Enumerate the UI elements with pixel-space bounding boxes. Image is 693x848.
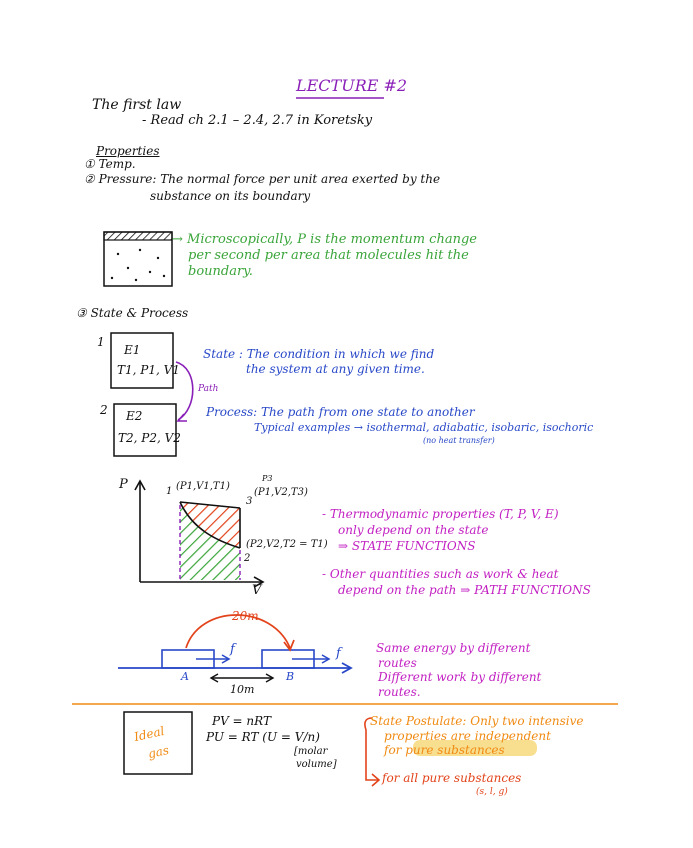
- work-note-1: Same energy by different: [376, 641, 531, 655]
- box2-energy: E2: [126, 409, 143, 423]
- microscopic-note-1: → Microscopically, P is the momentum change: [172, 232, 477, 247]
- page-title: LECTURE #2: [296, 76, 408, 95]
- box1-number: 1: [97, 335, 105, 349]
- route-length-top: 20m: [232, 609, 259, 623]
- point-1-label: (P1,V1,T1): [176, 481, 230, 492]
- molar-volume-note-1: [molar: [294, 746, 328, 757]
- v-axis-label: V: [252, 583, 262, 598]
- state-functions-3: ⇒ STATE FUNCTIONS: [338, 539, 476, 553]
- point-2-label: (P2,V2,T2 = T1): [246, 539, 328, 550]
- first-law-heading: The first law: [92, 97, 182, 113]
- process-definition-1: Process: The path from one state to another: [206, 405, 475, 419]
- state-postulate-3: for pure substances: [384, 743, 505, 757]
- microscopic-note-3: boundary.: [188, 264, 253, 279]
- phases-note: (s, l, g): [476, 787, 508, 797]
- molar-volume-note-2: volume]: [296, 759, 337, 770]
- path-functions-2: depend on the path ⇒ PATH FUNCTIONS: [338, 583, 591, 597]
- ideal-gas-equation-1: PV = nRT: [212, 714, 271, 728]
- point-2-marker: 2: [244, 553, 251, 564]
- force-label-a: f: [230, 642, 235, 657]
- pressure-item: ② Pressure: The normal force per unit area exerted by the: [84, 172, 441, 186]
- microscopic-note-2: per second per area that molecules hit the: [188, 248, 469, 263]
- state-definition-1: State : The condition in which we find: [203, 347, 435, 361]
- state-process-heading: ③ State & Process: [76, 306, 189, 320]
- path-label: Path: [198, 384, 219, 394]
- p-axis-label: P: [119, 477, 128, 492]
- point-b-label: B: [286, 670, 295, 683]
- box2-state-vars: T2, P2, V2: [118, 431, 181, 445]
- box1-energy: E1: [124, 343, 141, 357]
- properties-heading: Properties: [96, 144, 160, 158]
- box1-state-vars: T1, P1, V1: [117, 363, 180, 377]
- process-definition-2: Typical examples → isothermal, adiabatic, isobaric, isochoric: [254, 421, 594, 434]
- point-3-label: (P1,V2,T3): [254, 487, 308, 498]
- state-functions-1: - Thermodynamic properties (T, P, V, E): [322, 507, 559, 521]
- pressure-item-cont: substance on its boundary: [150, 189, 311, 203]
- ideal-gas-box: [124, 712, 192, 774]
- route-length-direct: 10m: [230, 683, 255, 696]
- state-postulate-1: State Postulate: Only two intensive: [370, 714, 584, 728]
- work-note-2: routes: [378, 656, 417, 670]
- ideal-gas-label-1: Ideal: [132, 723, 166, 745]
- work-note-3: Different work by different: [378, 670, 542, 684]
- state-box-2: [114, 404, 176, 456]
- point-3-marker: 3: [246, 496, 253, 507]
- state-definition-2: the system at any given time.: [246, 362, 425, 376]
- state-box-1: [111, 333, 173, 388]
- path-functions-1: - Other quantities such as work & heat: [322, 567, 559, 581]
- reading-assignment: - Read ch 2.1 – 2.4, 2.7 in Koretsky: [142, 113, 373, 128]
- all-pure-substances: for all pure substances: [382, 771, 522, 785]
- ideal-gas-label-2: gas: [146, 742, 171, 762]
- point-3-note: P3: [262, 474, 273, 483]
- box2-number: 2: [100, 403, 108, 417]
- point-1-marker: 1: [166, 486, 173, 497]
- temp-item: ① Temp.: [84, 157, 136, 171]
- state-postulate-2: properties are independent: [384, 729, 551, 743]
- process-note: (no heat transfer): [423, 436, 495, 445]
- pv-diagram: [135, 481, 263, 587]
- state-functions-2: only depend on the state: [338, 523, 489, 537]
- point-a-label: A: [181, 670, 189, 683]
- work-note-4: routes.: [378, 685, 421, 699]
- container-sketch: [104, 232, 172, 286]
- ideal-gas-equation-2: PU = RT (U = V/n): [206, 730, 320, 744]
- force-label-b: f: [336, 646, 341, 661]
